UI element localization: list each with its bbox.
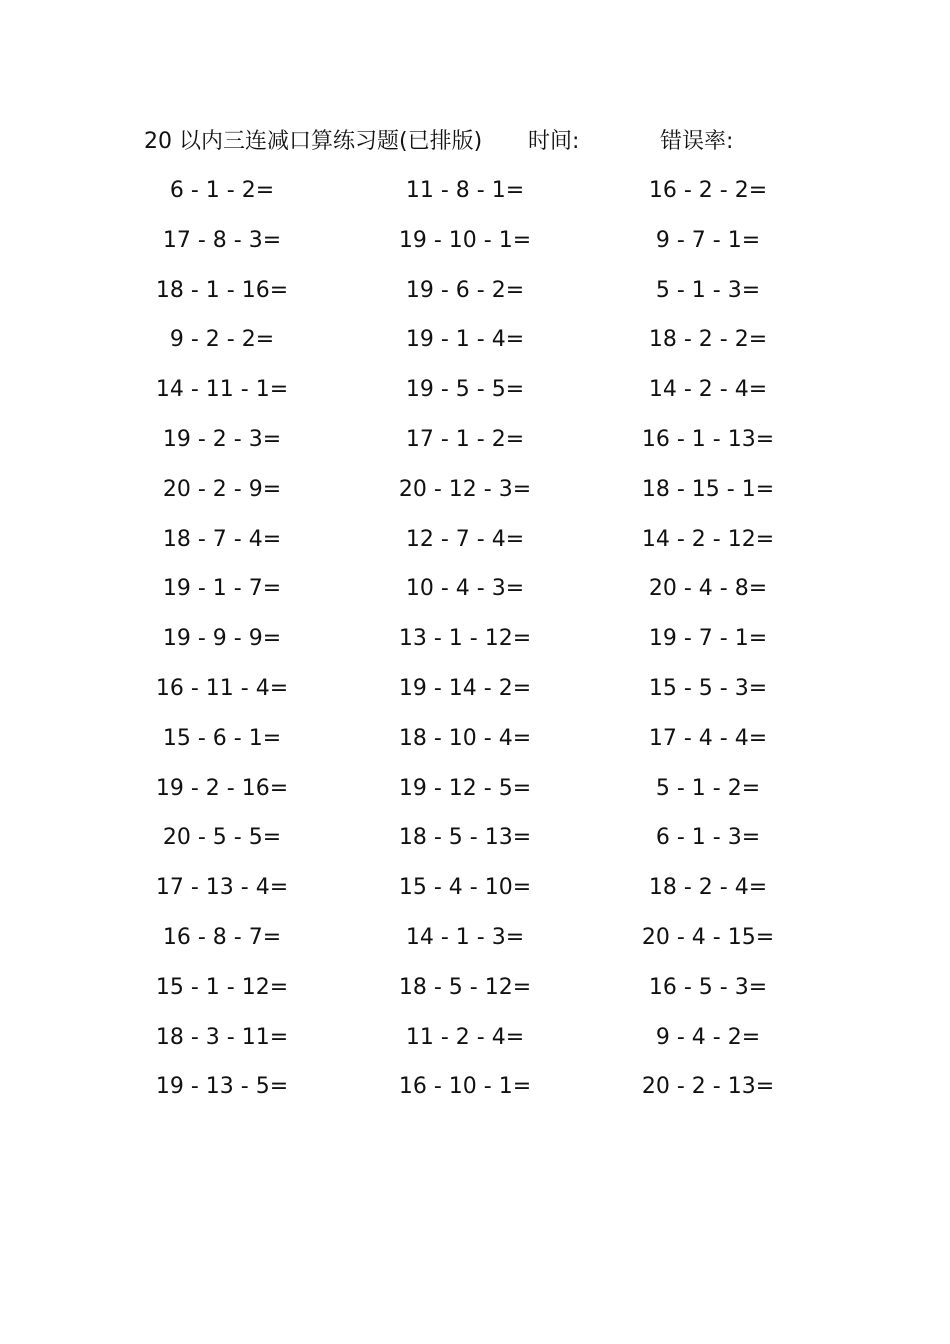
problem-row: [0, 868, 950, 918]
problem-row: [0, 1018, 950, 1068]
arithmetic-problem: 14 - 11 - 1=: [155, 377, 289, 403]
arithmetic-problem: 9 - 7 - 1=: [655, 227, 761, 253]
arithmetic-problem: 18 - 7 - 4=: [162, 526, 282, 552]
arithmetic-problem: 20 - 4 - 15=: [641, 924, 775, 950]
problem-row: [0, 370, 950, 420]
arithmetic-problem: 9 - 2 - 2=: [169, 327, 275, 353]
problem-row: [0, 569, 950, 619]
arithmetic-problem: 15 - 6 - 1=: [162, 725, 282, 751]
problem-row: [0, 619, 950, 669]
arithmetic-problem: 19 - 10 - 1=: [398, 227, 532, 253]
arithmetic-problem: 14 - 1 - 3=: [405, 924, 525, 950]
problem-row: [0, 520, 950, 570]
problem-row: [0, 918, 950, 968]
problem-row: [0, 818, 950, 868]
arithmetic-problem: 19 - 6 - 2=: [405, 277, 525, 303]
arithmetic-problem: 6 - 1 - 3=: [655, 825, 761, 851]
arithmetic-problem: 20 - 2 - 9=: [162, 476, 282, 502]
arithmetic-problem: 20 - 2 - 13=: [641, 1074, 775, 1100]
arithmetic-problem: 19 - 12 - 5=: [398, 775, 532, 801]
arithmetic-problem: 14 - 2 - 12=: [641, 526, 775, 552]
problem-row: [0, 171, 950, 221]
arithmetic-problem: 16 - 11 - 4=: [155, 675, 289, 701]
error-rate-label: 错误率:: [660, 129, 734, 154]
time-label: 时间:: [528, 129, 580, 154]
arithmetic-problem: 15 - 5 - 3=: [648, 675, 768, 701]
arithmetic-problem: 12 - 7 - 4=: [405, 526, 525, 552]
problem-row: [0, 769, 950, 819]
arithmetic-problem: 11 - 2 - 4=: [405, 1024, 525, 1050]
problem-row: [0, 719, 950, 769]
arithmetic-problem: 19 - 5 - 5=: [405, 377, 525, 403]
problem-row: [0, 1067, 950, 1117]
arithmetic-problem: 16 - 2 - 2=: [648, 178, 768, 203]
arithmetic-problem: 19 - 13 - 5=: [155, 1074, 289, 1100]
problem-row: [0, 470, 950, 520]
arithmetic-problem: 5 - 1 - 2=: [655, 775, 761, 801]
arithmetic-problem: 20 - 12 - 3=: [398, 476, 532, 502]
arithmetic-problem: 16 - 8 - 7=: [162, 924, 282, 950]
arithmetic-problem: 9 - 4 - 2=: [655, 1024, 761, 1050]
problem-row: [0, 271, 950, 321]
arithmetic-problem: 5 - 1 - 3=: [655, 277, 761, 303]
problem-row: [0, 221, 950, 271]
arithmetic-problem: 18 - 3 - 11=: [155, 1024, 289, 1050]
arithmetic-problem: 6 - 1 - 2=: [169, 178, 275, 203]
arithmetic-problem: 18 - 1 - 16=: [155, 277, 289, 303]
problem-row: [0, 420, 950, 470]
arithmetic-problem: 16 - 1 - 13=: [641, 426, 775, 452]
arithmetic-problem: 18 - 10 - 4=: [398, 725, 532, 751]
problem-grid: [0, 171, 950, 1117]
arithmetic-problem: 18 - 2 - 4=: [648, 875, 768, 901]
arithmetic-problem: 17 - 4 - 4=: [648, 725, 768, 751]
arithmetic-problem: 18 - 15 - 1=: [641, 476, 775, 502]
worksheet-title: 20 以内三连减口算练习题(已排版): [144, 129, 483, 154]
arithmetic-problem: 19 - 1 - 4=: [405, 327, 525, 353]
arithmetic-problem: 13 - 1 - 12=: [398, 626, 532, 652]
arithmetic-problem: 19 - 7 - 1=: [648, 626, 768, 652]
arithmetic-problem: 19 - 2 - 16=: [155, 775, 289, 801]
arithmetic-problem: 20 - 5 - 5=: [162, 825, 282, 851]
arithmetic-problem: 11 - 8 - 1=: [405, 178, 525, 203]
arithmetic-problem: 20 - 4 - 8=: [648, 576, 768, 602]
arithmetic-problem: 18 - 5 - 13=: [398, 825, 532, 851]
arithmetic-problem: 17 - 13 - 4=: [155, 875, 289, 901]
arithmetic-problem: 19 - 9 - 9=: [162, 626, 282, 652]
worksheet-header: [0, 124, 950, 160]
arithmetic-problem: 19 - 14 - 2=: [398, 675, 532, 701]
arithmetic-problem: 18 - 2 - 2=: [648, 327, 768, 353]
problem-row: [0, 320, 950, 370]
problem-row: [0, 968, 950, 1018]
problem-row: [0, 669, 950, 719]
arithmetic-problem: 18 - 5 - 12=: [398, 974, 532, 1000]
arithmetic-problem: 16 - 10 - 1=: [398, 1074, 532, 1100]
arithmetic-problem: 15 - 1 - 12=: [155, 974, 289, 1000]
arithmetic-problem: 19 - 2 - 3=: [162, 426, 282, 452]
arithmetic-problem: 14 - 2 - 4=: [648, 377, 768, 403]
arithmetic-problem: 10 - 4 - 3=: [405, 576, 525, 602]
arithmetic-problem: 15 - 4 - 10=: [398, 875, 532, 901]
arithmetic-problem: 19 - 1 - 7=: [162, 576, 282, 602]
arithmetic-problem: 16 - 5 - 3=: [648, 974, 768, 1000]
arithmetic-problem: 17 - 1 - 2=: [405, 426, 525, 452]
arithmetic-problem: 17 - 8 - 3=: [162, 227, 282, 253]
